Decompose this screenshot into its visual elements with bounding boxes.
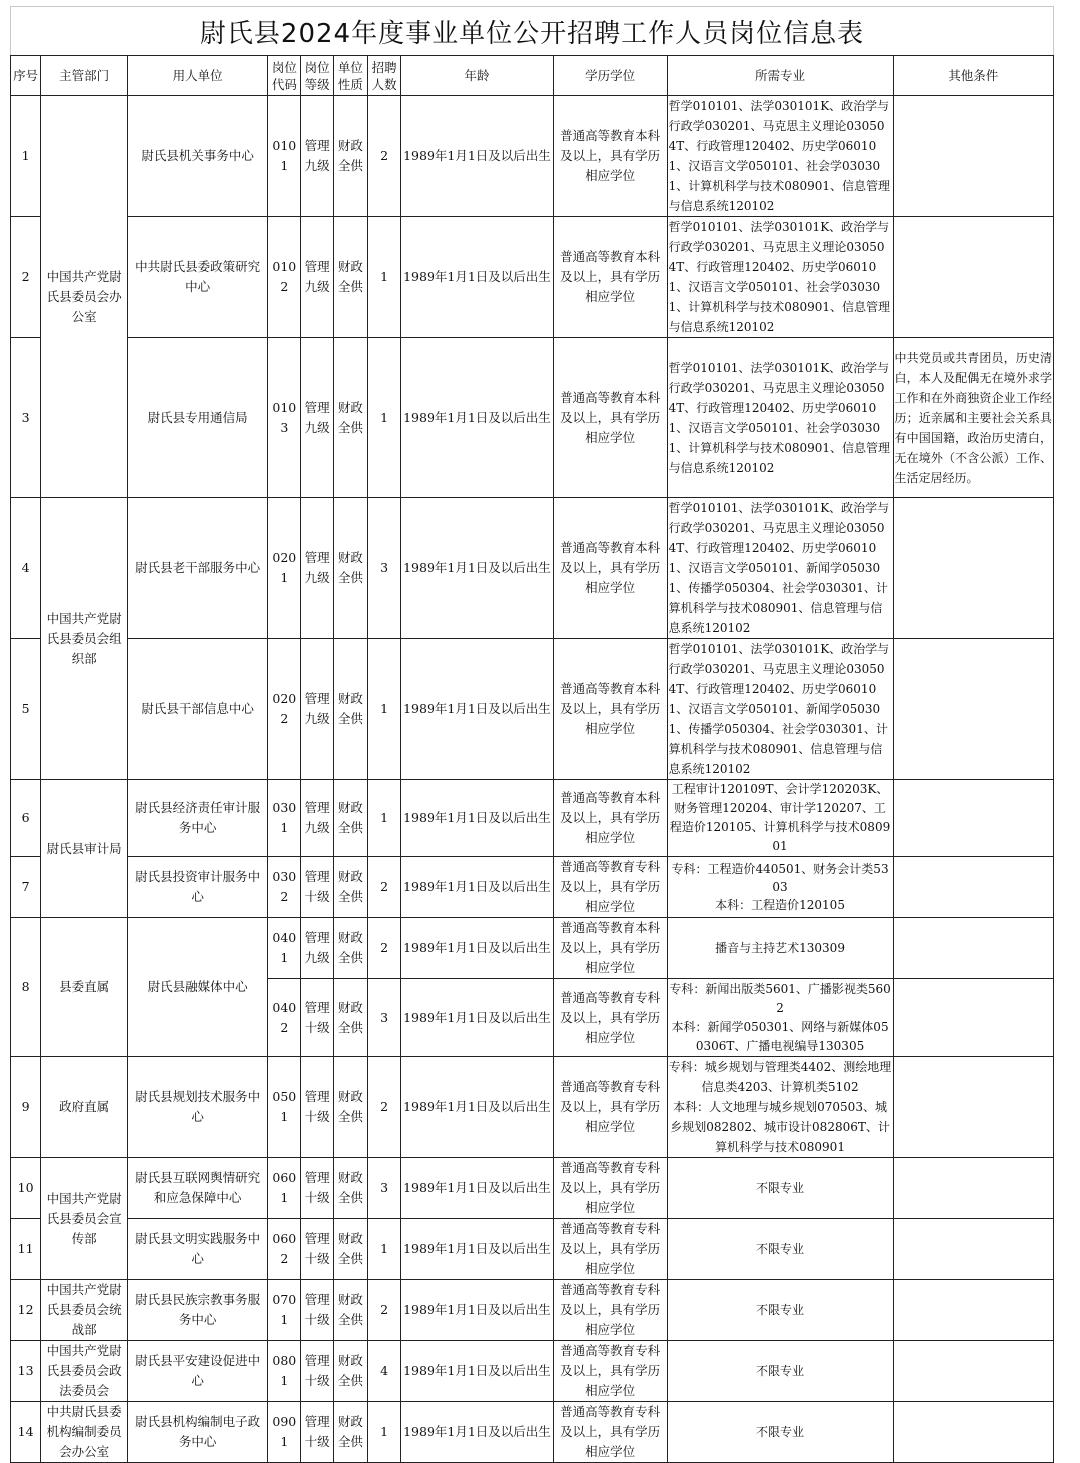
unit-cell: 中共尉氏县委政策研究中心 (127, 217, 267, 338)
other-cell (893, 639, 1053, 780)
count-cell: 1 (368, 1219, 401, 1280)
edu-cell: 普通高等教育专科及以上，具有学历相应学位 (553, 1158, 667, 1219)
job-table-sheet (10, 6, 1054, 1463)
age-cell: 1989年1月1日及以后出生 (401, 857, 553, 918)
unit-cell: 尉氏县平安建设促进中心 (127, 1341, 267, 1402)
unit-cell: 尉氏县投资审计服务中心 (127, 857, 267, 918)
major-cell: 哲学010101、法学030101K、政治学与行政学030201、马克思主义理论030504T、行政管理120402、历史学060101、汉语言文学050101、社会学030301、计算机科学与技术080901、信息管理与信息系统120102 (667, 96, 893, 217)
edu-cell: 普通高等教育本科及以上，具有学历相应学位 (553, 338, 667, 498)
count-cell: 3 (368, 979, 401, 1057)
age-cell: 1989年1月1日及以后出生 (401, 979, 553, 1057)
major-cell: 不限专业 (667, 1341, 893, 1402)
major-junior: 专科：新闻出版类5601、广播影视类5602 (669, 981, 891, 1015)
header-dept: 主管部门 (41, 56, 128, 96)
header-age: 年龄 (401, 56, 553, 96)
seq-cell: 11 (11, 1219, 41, 1280)
major-cell: 哲学010101、法学030101K、政治学与行政学030201、马克思主义理论030504T、行政管理120402、历史学060101、汉语言文学050101、社会学030301、计算机科学与技术080901、信息管理与信息系统120102 (667, 217, 893, 338)
nature-cell: 财政全供 (333, 1219, 367, 1280)
count-cell: 1 (368, 217, 401, 338)
age-cell: 1989年1月1日及以后出生 (401, 1219, 553, 1280)
edu-cell: 普通高等教育本科及以上，具有学历相应学位 (553, 217, 667, 338)
header-seq: 序号 (11, 56, 41, 96)
table-row (11, 780, 1054, 857)
nature-cell: 财政全供 (333, 498, 367, 639)
nature-cell: 财政全供 (333, 1341, 367, 1402)
edu-cell: 普通高等教育专科及以上，具有学历相应学位 (553, 1341, 667, 1402)
edu-cell: 普通高等教育本科及以上，具有学历相应学位 (553, 498, 667, 639)
count-cell: 1 (368, 1402, 401, 1463)
code-cell: 0601 (268, 1158, 301, 1219)
dept-cell: 尉氏县审计局 (41, 780, 128, 918)
major-bachelor: 本科：工程造价120105 (715, 898, 845, 912)
count-cell: 1 (368, 338, 401, 498)
nature-cell: 财政全供 (333, 918, 367, 979)
table-row (11, 1158, 1054, 1219)
unit-cell: 尉氏县干部信息中心 (127, 639, 267, 780)
unit-cell: 尉氏县规划技术服务中心 (127, 1057, 267, 1158)
edu-cell: 普通高等教育专科及以上，具有学历相应学位 (553, 1402, 667, 1463)
nature-cell: 财政全供 (333, 857, 367, 918)
dept-cell: 中国共产党尉氏县委员会组织部 (41, 498, 128, 780)
header-code: 岗位代码 (268, 56, 301, 96)
major-cell: 工程审计120109T、会计学120203K、财务管理120204、审计学120207、工程造价120105、计算机科学与技术080901 (667, 780, 893, 857)
major-cell: 哲学010101、法学030101K、政治学与行政学030201、马克思主义理论030504T、行政管理120402、历史学060101、汉语言文学050101、新闻学050301、传播学050304、社会学030301、计算机科学与技术080901、信息管理与信息系统120102 (667, 639, 893, 780)
major-bachelor: 本科：新闻学050301、网络与新媒体050306T、广播电视编导130305 (671, 1019, 889, 1053)
major-cell (667, 979, 893, 1057)
nature-cell: 财政全供 (333, 217, 367, 338)
age-cell: 1989年1月1日及以后出生 (401, 780, 553, 857)
major-cell: 不限专业 (667, 1158, 893, 1219)
seq-cell: 12 (11, 1280, 41, 1341)
nature-cell: 财政全供 (333, 338, 367, 498)
job-table (10, 55, 1054, 1463)
seq-cell: 6 (11, 780, 41, 857)
code-cell: 0302 (268, 857, 301, 918)
level-cell: 管理十级 (301, 1158, 333, 1219)
other-cell (893, 1402, 1053, 1463)
code-cell: 0602 (268, 1219, 301, 1280)
major-junior: 专科：工程造价440501、财务会计类5303 (671, 862, 889, 894)
dept-cell: 中国共产党尉氏县委员会办公室 (41, 96, 128, 498)
edu-cell: 普通高等教育专科及以上，具有学历相应学位 (553, 857, 667, 918)
dept-cell: 中国共产党尉氏县委员会政法委员会 (41, 1341, 128, 1402)
count-cell: 2 (368, 1280, 401, 1341)
other-cell (893, 498, 1053, 639)
edu-cell: 普通高等教育本科及以上，具有学历相应学位 (553, 639, 667, 780)
code-cell: 0103 (268, 338, 301, 498)
nature-cell: 财政全供 (333, 979, 367, 1057)
other-conditions-cell: 中共党员或共青团员，历史清白，本人及配偶无在境外求学工作和在外商独资企业工作经历；近亲属和主要社会关系具有中国国籍，政治历史清白，无在境外（不含公派）工作、生活定居经历。 (893, 338, 1053, 498)
nature-cell: 财政全供 (333, 639, 367, 780)
code-cell: 0201 (268, 498, 301, 639)
major-cell: 哲学010101、法学030101K、政治学与行政学030201、马克思主义理论030504T、行政管理120402、历史学060101、汉语言文学050101、社会学030301、计算机科学与技术080901、信息管理与信息系统120102 (667, 338, 893, 498)
unit-cell: 尉氏县融媒体中心 (127, 918, 267, 1057)
level-cell: 管理九级 (301, 498, 333, 639)
page-title: 尉氏县2024年度事业单位公开招聘工作人员岗位信息表 (10, 6, 1054, 55)
other-cell (893, 1057, 1053, 1158)
major-cell: 哲学010101、法学030101K、政治学与行政学030201、马克思主义理论030504T、行政管理120402、历史学060101、汉语言文学050101、新闻学050301、传播学050304、社会学030301、计算机科学与技术080901、信息管理与信息系统120102 (667, 498, 893, 639)
level-cell: 管理九级 (301, 217, 333, 338)
edu-cell: 普通高等教育本科及以上，具有学历相应学位 (553, 780, 667, 857)
other-cell (893, 857, 1053, 918)
seq-cell: 9 (11, 1057, 41, 1158)
level-cell: 管理十级 (301, 857, 333, 918)
edu-cell: 普通高等教育本科及以上，具有学历相应学位 (553, 96, 667, 217)
level-cell: 管理九级 (301, 918, 333, 979)
table-row (11, 918, 1054, 979)
age-cell: 1989年1月1日及以后出生 (401, 1402, 553, 1463)
level-cell: 管理十级 (301, 1280, 333, 1341)
seq-cell: 2 (11, 217, 41, 338)
nature-cell: 财政全供 (333, 1280, 367, 1341)
age-cell: 1989年1月1日及以后出生 (401, 1158, 553, 1219)
age-cell: 1989年1月1日及以后出生 (401, 96, 553, 217)
count-cell: 2 (368, 1057, 401, 1158)
age-cell: 1989年1月1日及以后出生 (401, 1341, 553, 1402)
header-edu: 学历学位 (553, 56, 667, 96)
code-cell: 0202 (268, 639, 301, 780)
edu-cell: 普通高等教育专科及以上，具有学历相应学位 (553, 979, 667, 1057)
major-bachelor: 本科：人文地理与城乡规划070503、城乡规划082802、城市设计082806T、计算机科学与技术080901 (670, 1100, 890, 1154)
level-cell: 管理九级 (301, 639, 333, 780)
other-cell (893, 979, 1053, 1057)
seq-cell: 5 (11, 639, 41, 780)
age-cell: 1989年1月1日及以后出生 (401, 1057, 553, 1158)
nature-cell: 财政全供 (333, 96, 367, 217)
major-cell: 不限专业 (667, 1402, 893, 1463)
level-cell: 管理九级 (301, 96, 333, 217)
count-cell: 1 (368, 780, 401, 857)
header-other: 其他条件 (893, 56, 1053, 96)
unit-cell: 尉氏县专用通信局 (127, 338, 267, 498)
table-row (11, 96, 1054, 217)
nature-cell: 财政全供 (333, 1057, 367, 1158)
major-cell: 不限专业 (667, 1280, 893, 1341)
other-cell (893, 1158, 1053, 1219)
header-count: 招聘人数 (368, 56, 401, 96)
dept-cell: 中国共产党尉氏县委员会统战部 (41, 1280, 128, 1341)
other-cell (893, 918, 1053, 979)
unit-cell: 尉氏县互联网舆情研究和应急保障中心 (127, 1158, 267, 1219)
age-cell: 1989年1月1日及以后出生 (401, 1280, 553, 1341)
major-cell: 不限专业 (667, 1219, 893, 1280)
code-cell: 0501 (268, 1057, 301, 1158)
seq-cell: 14 (11, 1402, 41, 1463)
edu-cell: 普通高等教育本科及以上，具有学历相应学位 (553, 918, 667, 979)
nature-cell: 财政全供 (333, 1158, 367, 1219)
level-cell: 管理十级 (301, 1402, 333, 1463)
unit-cell: 尉氏县民族宗教事务服务中心 (127, 1280, 267, 1341)
age-cell: 1989年1月1日及以后出生 (401, 639, 553, 780)
unit-cell: 尉氏县老干部服务中心 (127, 498, 267, 639)
major-cell (667, 857, 893, 918)
unit-cell: 尉氏县机关事务中心 (127, 96, 267, 217)
age-cell: 1989年1月1日及以后出生 (401, 498, 553, 639)
count-cell: 2 (368, 918, 401, 979)
code-cell: 0801 (268, 1341, 301, 1402)
header-level: 岗位等级 (301, 56, 333, 96)
count-cell: 1 (368, 639, 401, 780)
level-cell: 管理十级 (301, 1057, 333, 1158)
code-cell: 0402 (268, 979, 301, 1057)
edu-cell: 普通高等教育专科及以上，具有学历相应学位 (553, 1057, 667, 1158)
header-nature: 单位性质 (333, 56, 367, 96)
count-cell: 2 (368, 96, 401, 217)
table-row (11, 1057, 1054, 1158)
count-cell: 3 (368, 1158, 401, 1219)
other-cell (893, 217, 1053, 338)
level-cell: 管理九级 (301, 780, 333, 857)
header-major: 所需专业 (667, 56, 893, 96)
seq-cell: 4 (11, 498, 41, 639)
other-cell (893, 1219, 1053, 1280)
table-row (11, 1280, 1054, 1341)
seq-cell: 1 (11, 96, 41, 217)
level-cell: 管理十级 (301, 979, 333, 1057)
count-cell: 2 (368, 857, 401, 918)
header-unit: 用人单位 (127, 56, 267, 96)
other-cell (893, 780, 1053, 857)
dept-cell: 中共尉氏县委机构编制委员会办公室 (41, 1402, 128, 1463)
other-cell (893, 1280, 1053, 1341)
table-row (11, 857, 1054, 918)
seq-cell: 7 (11, 857, 41, 918)
table-row (11, 1219, 1054, 1280)
table-row (11, 217, 1054, 338)
table-row (11, 1341, 1054, 1402)
major-junior: 专科：城乡规划与管理类4402、测绘地理信息类4203、计算机类5102 (668, 1060, 892, 1094)
unit-cell: 尉氏县文明实践服务中心 (127, 1219, 267, 1280)
seq-cell: 3 (11, 338, 41, 498)
other-cell (893, 96, 1053, 217)
table-row (11, 338, 1054, 498)
code-cell: 0901 (268, 1402, 301, 1463)
level-cell: 管理十级 (301, 1341, 333, 1402)
unit-cell: 尉氏县经济责任审计服务中心 (127, 780, 267, 857)
code-cell: 0401 (268, 918, 301, 979)
code-cell: 0101 (268, 96, 301, 217)
nature-cell: 财政全供 (333, 1402, 367, 1463)
code-cell: 0301 (268, 780, 301, 857)
unit-cell: 尉氏县机构编制电子政务中心 (127, 1402, 267, 1463)
code-cell: 0701 (268, 1280, 301, 1341)
dept-cell: 政府直属 (41, 1057, 128, 1158)
age-cell: 1989年1月1日及以后出生 (401, 338, 553, 498)
table-row (11, 639, 1054, 780)
dept-cell: 中国共产党尉氏县委员会宣传部 (41, 1158, 128, 1280)
table-row (11, 1402, 1054, 1463)
major-cell: 播音与主持艺术130309 (667, 918, 893, 979)
other-cell (893, 1341, 1053, 1402)
level-cell: 管理十级 (301, 1219, 333, 1280)
level-cell: 管理九级 (301, 338, 333, 498)
major-cell (667, 1057, 893, 1158)
age-cell: 1989年1月1日及以后出生 (401, 217, 553, 338)
count-cell: 3 (368, 498, 401, 639)
nature-cell: 财政全供 (333, 780, 367, 857)
count-cell: 4 (368, 1341, 401, 1402)
edu-cell: 普通高等教育专科及以上，具有学历相应学位 (553, 1280, 667, 1341)
header-row (11, 56, 1054, 96)
right-margin (1058, 0, 1080, 1440)
table-row (11, 498, 1054, 639)
dept-cell: 县委直属 (41, 918, 128, 1057)
seq-cell: 13 (11, 1341, 41, 1402)
seq-cell: 10 (11, 1158, 41, 1219)
edu-cell: 普通高等教育专科及以上，具有学历相应学位 (553, 1219, 667, 1280)
age-cell: 1989年1月1日及以后出生 (401, 918, 553, 979)
code-cell: 0102 (268, 217, 301, 338)
seq-cell: 8 (11, 918, 41, 1057)
